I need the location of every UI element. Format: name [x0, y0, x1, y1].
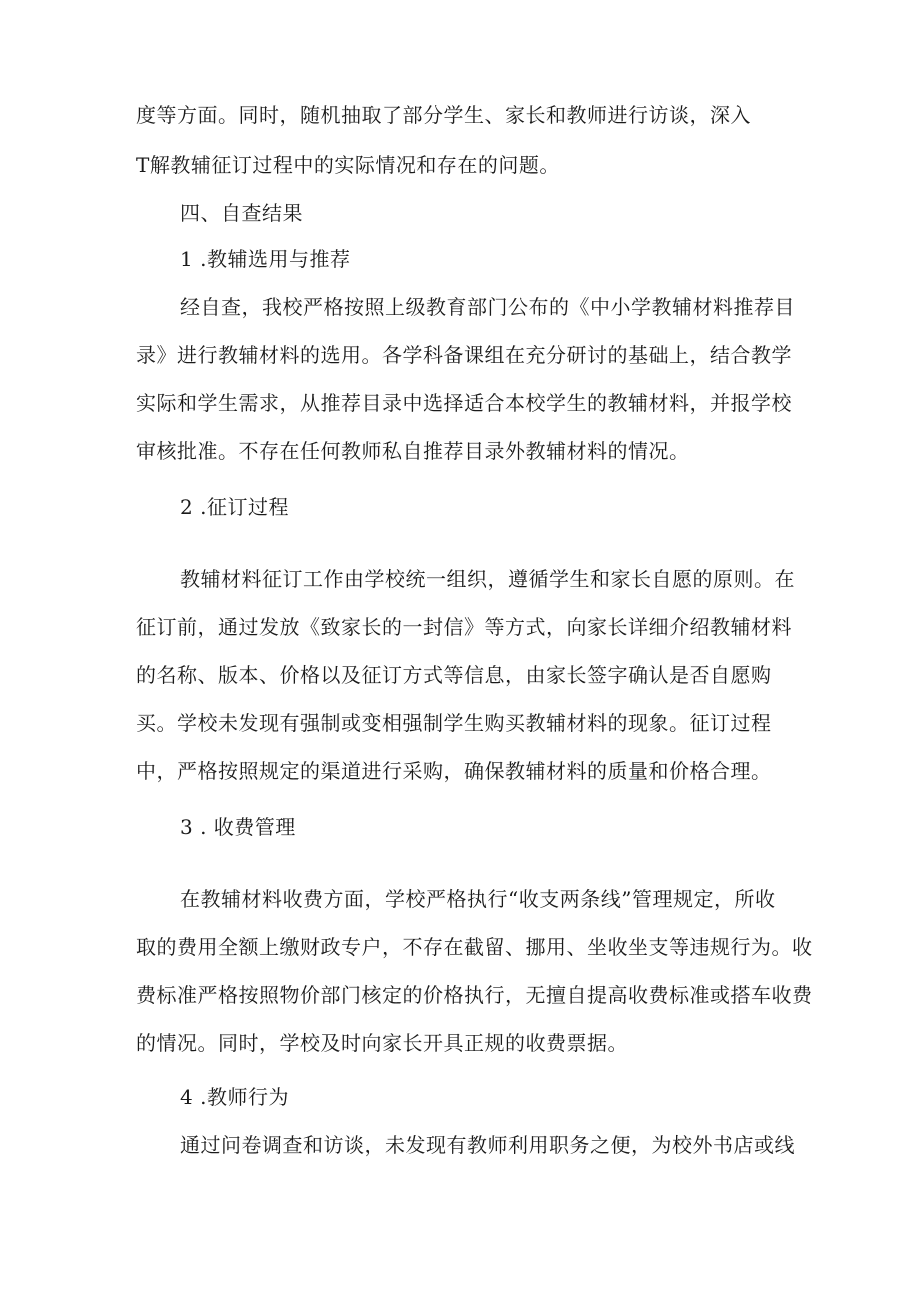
paragraph-1-line-3: 实际和学生需求，从推荐目录中选择适合本校学生的教辅材料，并报学校 — [136, 391, 792, 415]
paragraph-1-line-4: 审核批准。不存在任何教师私自推荐目录外教辅材料的情况。 — [136, 439, 690, 463]
paragraph-2-line-3: 的名称、版本、价格以及征订方式等信息，由家长签字确认是否自愿购 — [136, 663, 772, 687]
paragraph-3-line-1: 在教辅材料收费方面，学校严格执行“收支两条线”管理规定，所收 — [180, 887, 776, 911]
paragraph-3-line-2: 取的费用全额上缴财政专户，不存在截留、挪用、坐收坐支等违规行为。收 — [136, 935, 813, 959]
paragraph-1-line-1: 经自查，我校严格按照上级教育部门公布的《中小学教辅材料推荐目 — [180, 295, 795, 319]
paragraph-3-line-3: 费标准严格按照物价部门核定的价格执行，无擅自提高收费标准或搭车收费 — [136, 983, 813, 1007]
subsection-heading-1: 1 .教辅选用与推荐 — [180, 247, 351, 271]
paragraph-2-line-1: 教辅材料征订工作由学校统一组织，遵循学生和家长自愿的原则。在 — [180, 567, 795, 591]
paragraph-2-line-5: 中，严格按照规定的渠道进行采购，确保教辅材料的质量和价格合理。 — [136, 759, 772, 783]
paragraph-3-line-4: 的情况。同时，学校及时向家长开具正规的收费票据。 — [136, 1031, 628, 1055]
paragraph-4-line-1: 通过问卷调查和访谈，未发现有教师利用职务之便，为校外书店或线 — [180, 1133, 795, 1157]
subsection-heading-3: 3 . 收费管理 — [180, 815, 296, 839]
intro-line-1: 度等方面。同时，随机抽取了部分学生、家长和教师进行访谈，深入 — [136, 103, 751, 127]
subsection-heading-4: 4 .教师行为 — [180, 1085, 289, 1109]
subsection-heading-2: 2 .征订过程 — [180, 495, 289, 519]
section-heading: 四、自查结果 — [180, 201, 303, 225]
paragraph-2-line-4: 买。学校未发现有强制或变相强制学生购买教辅材料的现象。征订过程 — [136, 711, 772, 735]
paragraph-1-line-2: 录》进行教辅材料的选用。各学科备课组在充分研讨的基础上，结合教学 — [136, 343, 792, 367]
intro-line-2: T解教辅征订过程中的实际情况和存在的问题。 — [136, 153, 560, 177]
paragraph-2-line-2: 征订前，通过发放《致家长的一封信》等方式，向家长详细介绍教辅材料 — [136, 615, 792, 639]
